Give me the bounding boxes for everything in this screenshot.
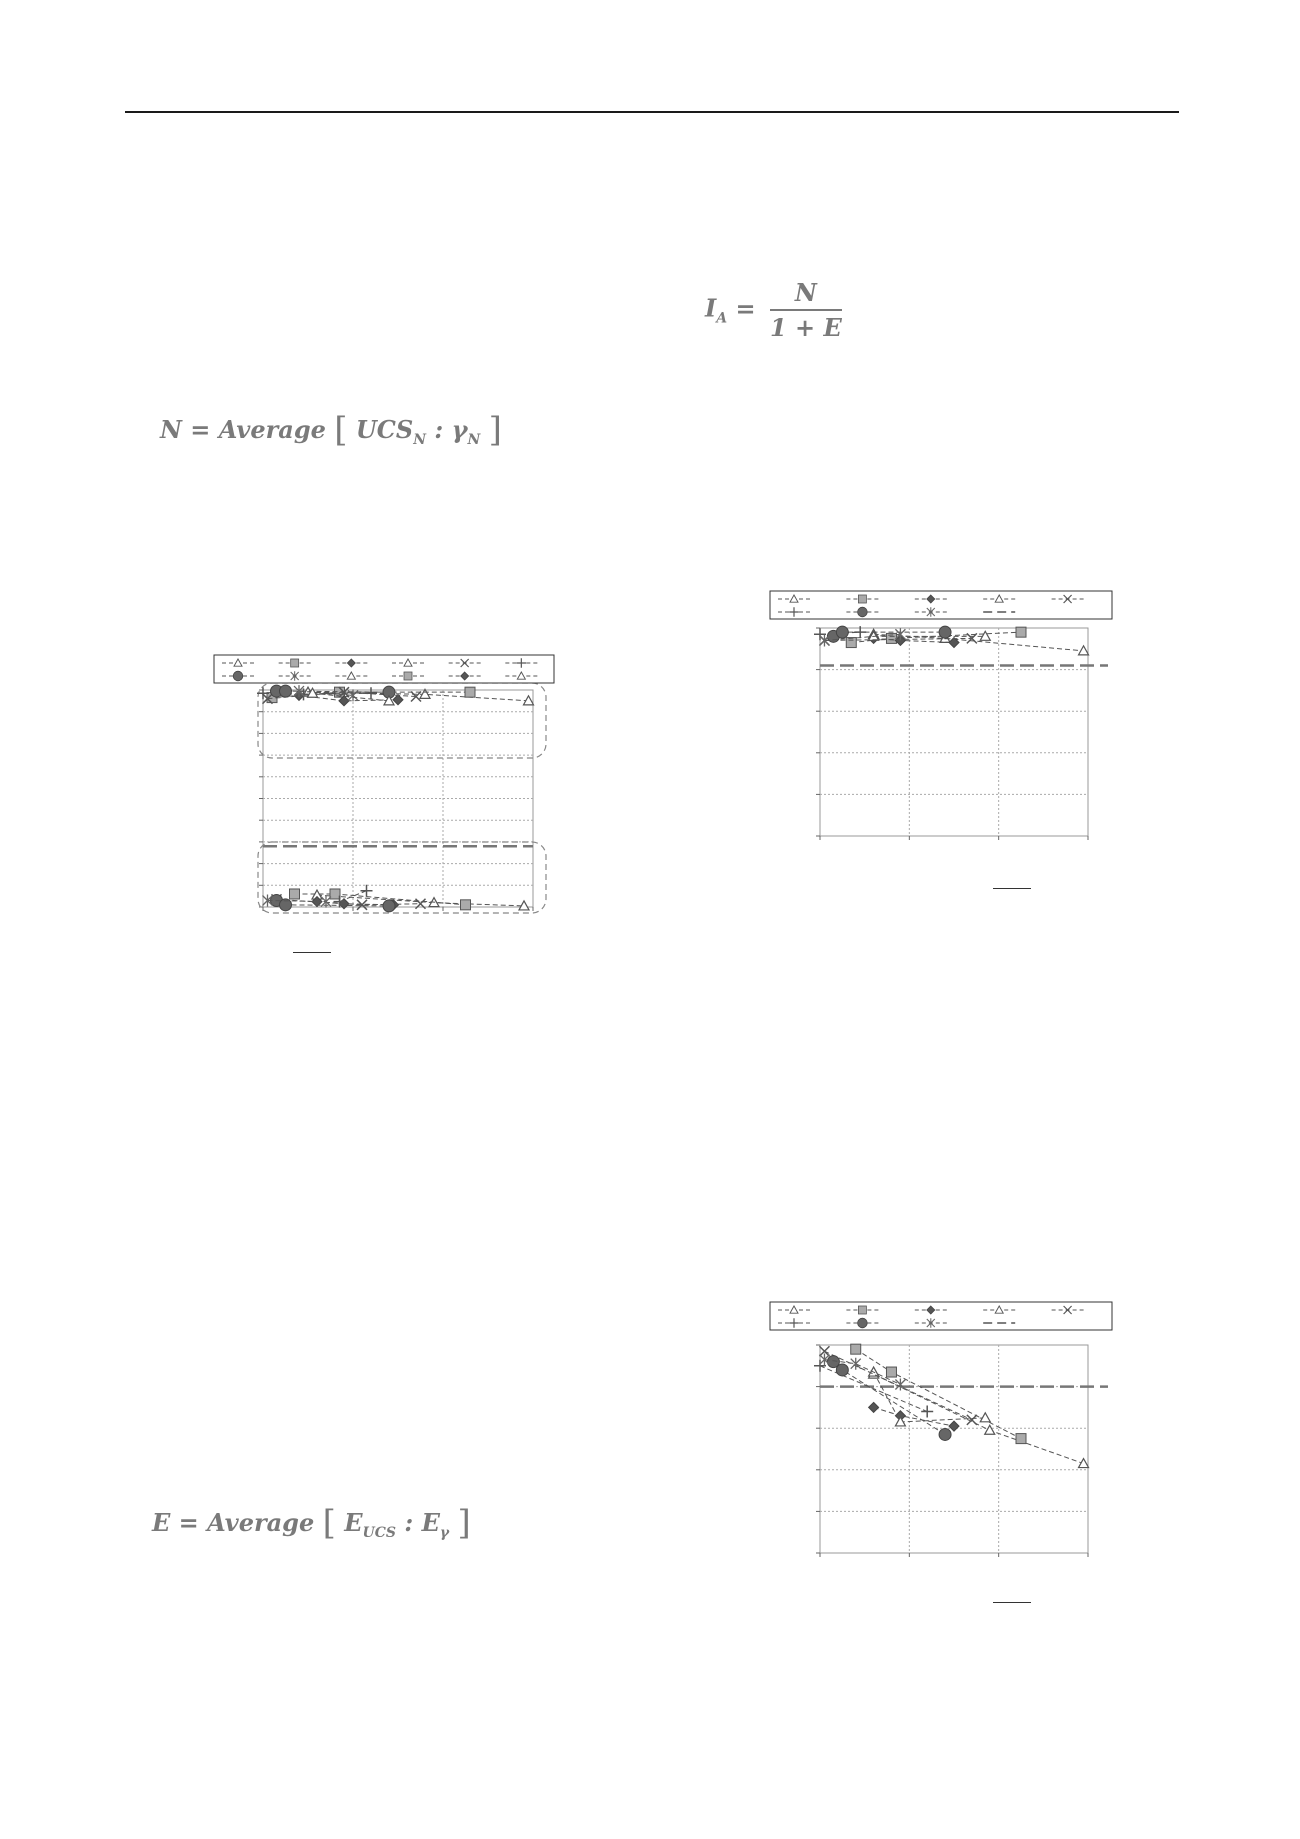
eq-ia-denominator: 1 + E: [769, 313, 842, 342]
eq-e-term-b-sub: γ: [439, 1524, 450, 1541]
eq-e-close-bracket: ]: [457, 1503, 471, 1543]
eq-e-term-a-sub: UCS: [362, 1524, 396, 1541]
data-point: [1016, 1434, 1026, 1444]
eq-ia-lhs: I: [705, 293, 717, 323]
data-point: [851, 1344, 861, 1354]
equation-ia: $I_A$ = $\frac{N}{1 + E}$: [705, 278, 842, 342]
data-point: [886, 1367, 896, 1377]
legend: [770, 1302, 1112, 1330]
eq-ia-lhs-sub: A: [716, 310, 728, 327]
equation-e: E = Average [ $E_{UCS}$ : $E_\gamma$ ]: [152, 1503, 471, 1543]
eq-n-close-bracket: ]: [488, 410, 502, 450]
eq-n-open-bracket: [: [334, 410, 348, 450]
data-point: [939, 1428, 951, 1440]
equation-n: N = Average [ $UCS_N$ : $\gamma_N$ ]: [160, 410, 502, 450]
eq-n-term-b: γ: [451, 415, 468, 444]
caption-underline-1: [293, 952, 331, 953]
legend-marker: [858, 1318, 868, 1328]
eq-n-func: Average: [218, 415, 326, 444]
eq-n-term-a: UCS: [355, 415, 414, 444]
caption-underline-2: [993, 888, 1031, 889]
eq-e-func: Average: [207, 1508, 315, 1537]
data-point: [836, 1364, 848, 1376]
eq-e-separator: :: [404, 1508, 414, 1537]
eq-ia-numerator: N: [770, 278, 842, 311]
caption-underline-3: [993, 1602, 1031, 1603]
legend-marker: [858, 1306, 866, 1314]
eq-n-term-b-sub: N: [467, 431, 481, 448]
eq-e-term-b: E: [421, 1508, 440, 1537]
eq-n-term-a-sub: N: [413, 431, 427, 448]
eq-n-lhs: N: [160, 415, 182, 444]
legend-marker-group: [858, 1306, 866, 1314]
eq-e-open-bracket: [: [322, 1503, 336, 1543]
plot-area: [820, 1345, 1088, 1553]
eq-e-term-a: E: [344, 1508, 363, 1537]
legend-marker-group: [858, 1318, 868, 1328]
eq-n-separator: :: [434, 415, 444, 444]
eq-e-lhs: E: [152, 1508, 171, 1537]
